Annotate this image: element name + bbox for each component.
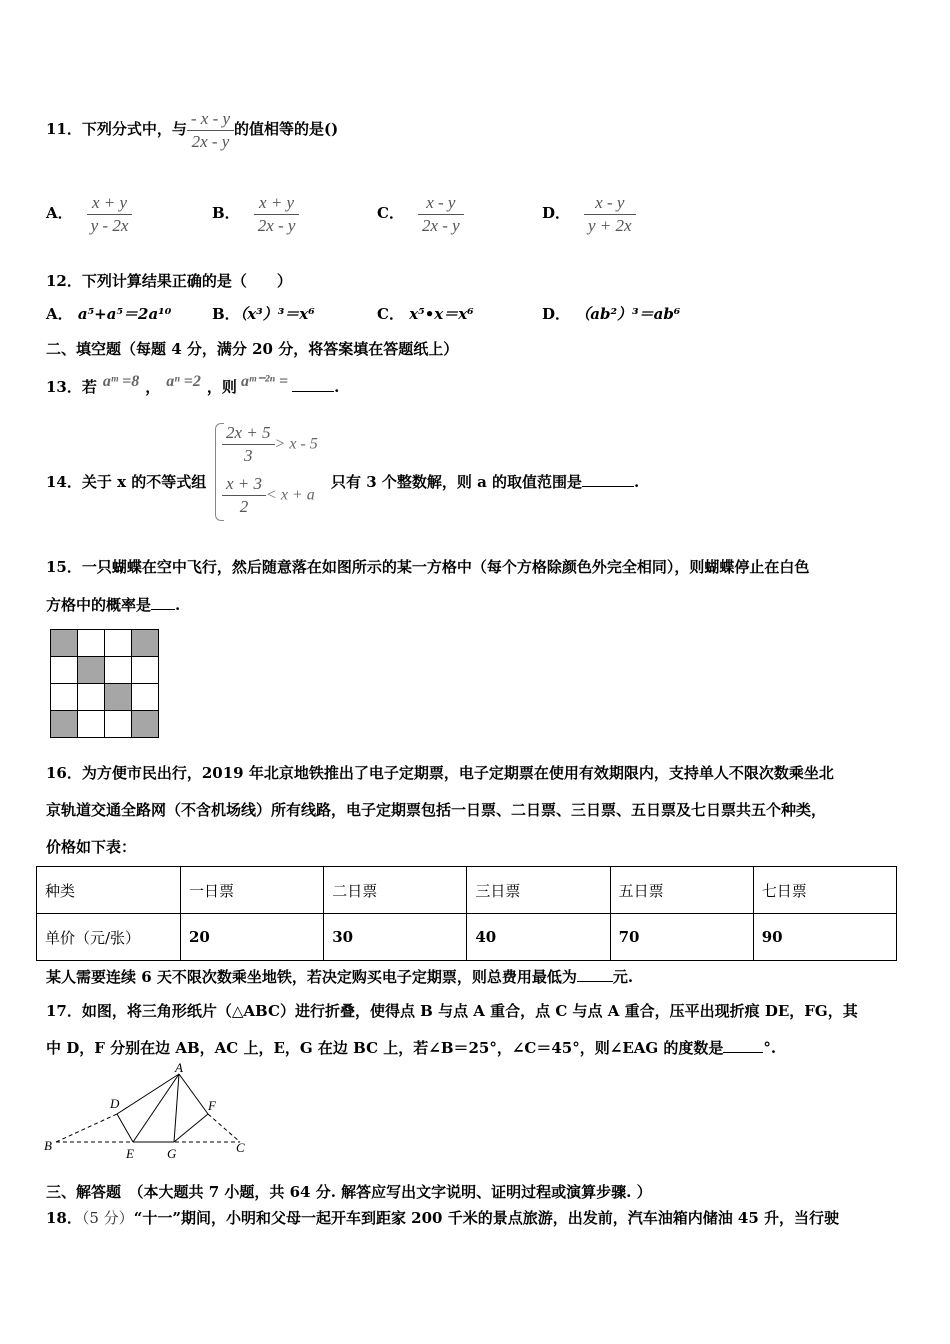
label-F: F: [208, 1098, 216, 1113]
grid-cell-gray: [51, 711, 78, 738]
label-B: B: [44, 1138, 52, 1153]
section-2-heading: 二、填空题（每题 4 分，满分 20 分，将答案填在答题纸上）: [46, 340, 459, 358]
label-G: G: [167, 1146, 177, 1161]
q12-option-c: C． x⁵•x＝x⁶: [377, 305, 474, 323]
grid-cell-white: [51, 684, 78, 711]
table-cell: 三日票: [467, 867, 610, 914]
grid-cell-white: [78, 684, 105, 711]
q14-answer-blank: [582, 486, 634, 487]
q14-prefix: 14．关于 x 的不等式组: [46, 473, 207, 491]
q11-suffix: 的值相等的是(): [234, 120, 339, 138]
table-cell: 七日票: [753, 867, 896, 914]
table-cell: 30: [324, 914, 467, 961]
grid-cell-white: [105, 657, 132, 684]
table-cell: 70: [610, 914, 753, 961]
table-cell: 五日票: [610, 867, 753, 914]
q13-expr3: aᵐ⁻²ⁿ =: [240, 373, 289, 390]
q13: 13．若 $^{aᵐ =8}$ ， $^{a^n =2}$ ，则 $^{aᵐ^{-2n} =}$ .: [46, 373, 340, 396]
grid-cell-white: [78, 630, 105, 657]
q14-suffix: 只有 3 个整数解，则 a 的取值范围是 .: [331, 473, 640, 491]
table-cell: 一日票: [181, 867, 324, 914]
q15-grid-figure: [50, 629, 159, 738]
q16-after: 某人需要连续 6 天不限次数乘坐地铁，若决定购买电子定期票，则总费用最低为 元.: [46, 968, 634, 986]
grid-cell-gray: [132, 630, 159, 657]
table-row: [37, 914, 897, 961]
q11-stem: [46, 104, 338, 154]
q11-option-a: A． $\frac{x + y}{y - 2x}$: [46, 188, 132, 238]
section-3-heading: 三、解答题 （本大题共 7 小题，共 64 分. 解答应写出文字说明、证明过程或演算步骤. ）: [46, 1183, 652, 1201]
grid-cell-white: [132, 684, 159, 711]
q11-option-d: D． $\frac{x - y}{y + 2x}$: [542, 188, 636, 238]
grid-cell-white: [105, 630, 132, 657]
label-D: D: [110, 1096, 120, 1111]
q13-answer-blank: [292, 391, 334, 392]
q12-stem: 12．下列计算结果正确的是（ ）: [46, 272, 292, 290]
table-cell: 单价（元/张）: [37, 914, 181, 961]
table-cell: 40: [467, 914, 610, 961]
grid-row: [51, 684, 159, 711]
grid-cell-white: [105, 711, 132, 738]
q17-triangle-figure: [40, 1062, 255, 1162]
q15-line-1: 15．一只蝴蝶在空中飞行，然后随意落在如图所示的某一方格中（每个方格除颜色外完全相同），则蝴蝶停止在白色: [46, 558, 810, 576]
q16-answer-blank: [577, 981, 613, 982]
label-C: C: [236, 1140, 245, 1155]
q15-line-2: 方格中的概率是 .: [46, 596, 181, 614]
q14-inequality-1: $\frac{2x + 5}{3}$ > x - 5: [222, 422, 318, 467]
q11-fraction: $\frac{- x - y}{2x - y}$: [187, 108, 234, 153]
q14-inequality-2: $\frac{x + 3}{2}$ < x + a: [222, 473, 315, 518]
q15-answer-blank: [151, 609, 175, 610]
q17-line-2: 中 D，F 分别在边 AB，AC 上，E，G 在边 BC 上，若∠B＝25°，∠C＝45°，则∠EAG 的度数是 °.: [46, 1039, 777, 1057]
table-cell: 种类: [37, 867, 181, 914]
table-row: [37, 867, 897, 914]
q13-expr1: aᵐ =8: [102, 373, 140, 390]
q13-expr2: aⁿ =2: [166, 373, 201, 390]
grid-row: [51, 657, 159, 684]
label-A: A: [175, 1062, 183, 1075]
q11-prefix: 11．下列分式中，与: [46, 120, 187, 138]
q16-price-table: [36, 866, 897, 961]
q17-answer-blank: [723, 1052, 763, 1053]
q12-option-b: B．（x³）³＝x⁶: [212, 305, 315, 323]
grid-row: [51, 630, 159, 657]
q16-line-2: 京轨道交通全路网（不含机场线）所有线路，电子定期票包括一日票、二日票、三日票、五日票及七日票共五个种类，: [46, 801, 827, 819]
q16-line-1: 16．为方便市民出行，2019 年北京地铁推出了电子定期票，电子定期票在使用有效期限内，支持单人不限次数乘坐北: [46, 764, 834, 782]
q12-option-d: D． （ab²）³＝ab⁶: [542, 305, 681, 323]
table-cell: 90: [753, 914, 896, 961]
q18: 18．（5 分）“十一”期间，小明和父母一起开车到距家 200 千米的景点旅游，出发前，汽车油箱内储油 45 升，当行驶: [46, 1209, 840, 1227]
grid-cell-gray: [132, 711, 159, 738]
grid-cell-white: [78, 711, 105, 738]
grid-cell-white: [132, 657, 159, 684]
grid-cell-gray: [105, 684, 132, 711]
table-cell: 20: [181, 914, 324, 961]
q17-line-1: 17．如图，将三角形纸片（△ABC）进行折叠，使得点 B 与点 A 重合，点 C 与点 A 重合，压平出现折痕 DE，FG，其: [46, 1002, 858, 1020]
grid-cell-gray: [78, 657, 105, 684]
q11-option-b: B． $\frac{x + y}{2x - y}$: [212, 188, 299, 238]
q16-line-3: 价格如下表：: [46, 838, 137, 856]
q12-option-a: A． a⁵+a⁵＝2a¹⁰: [46, 305, 172, 323]
grid-cell-gray: [51, 630, 78, 657]
table-cell: 二日票: [324, 867, 467, 914]
q11-option-c: C． $\frac{x - y}{2x - y}$: [377, 188, 464, 238]
label-E: E: [126, 1146, 134, 1161]
grid-cell-white: [51, 657, 78, 684]
grid-row: [51, 711, 159, 738]
